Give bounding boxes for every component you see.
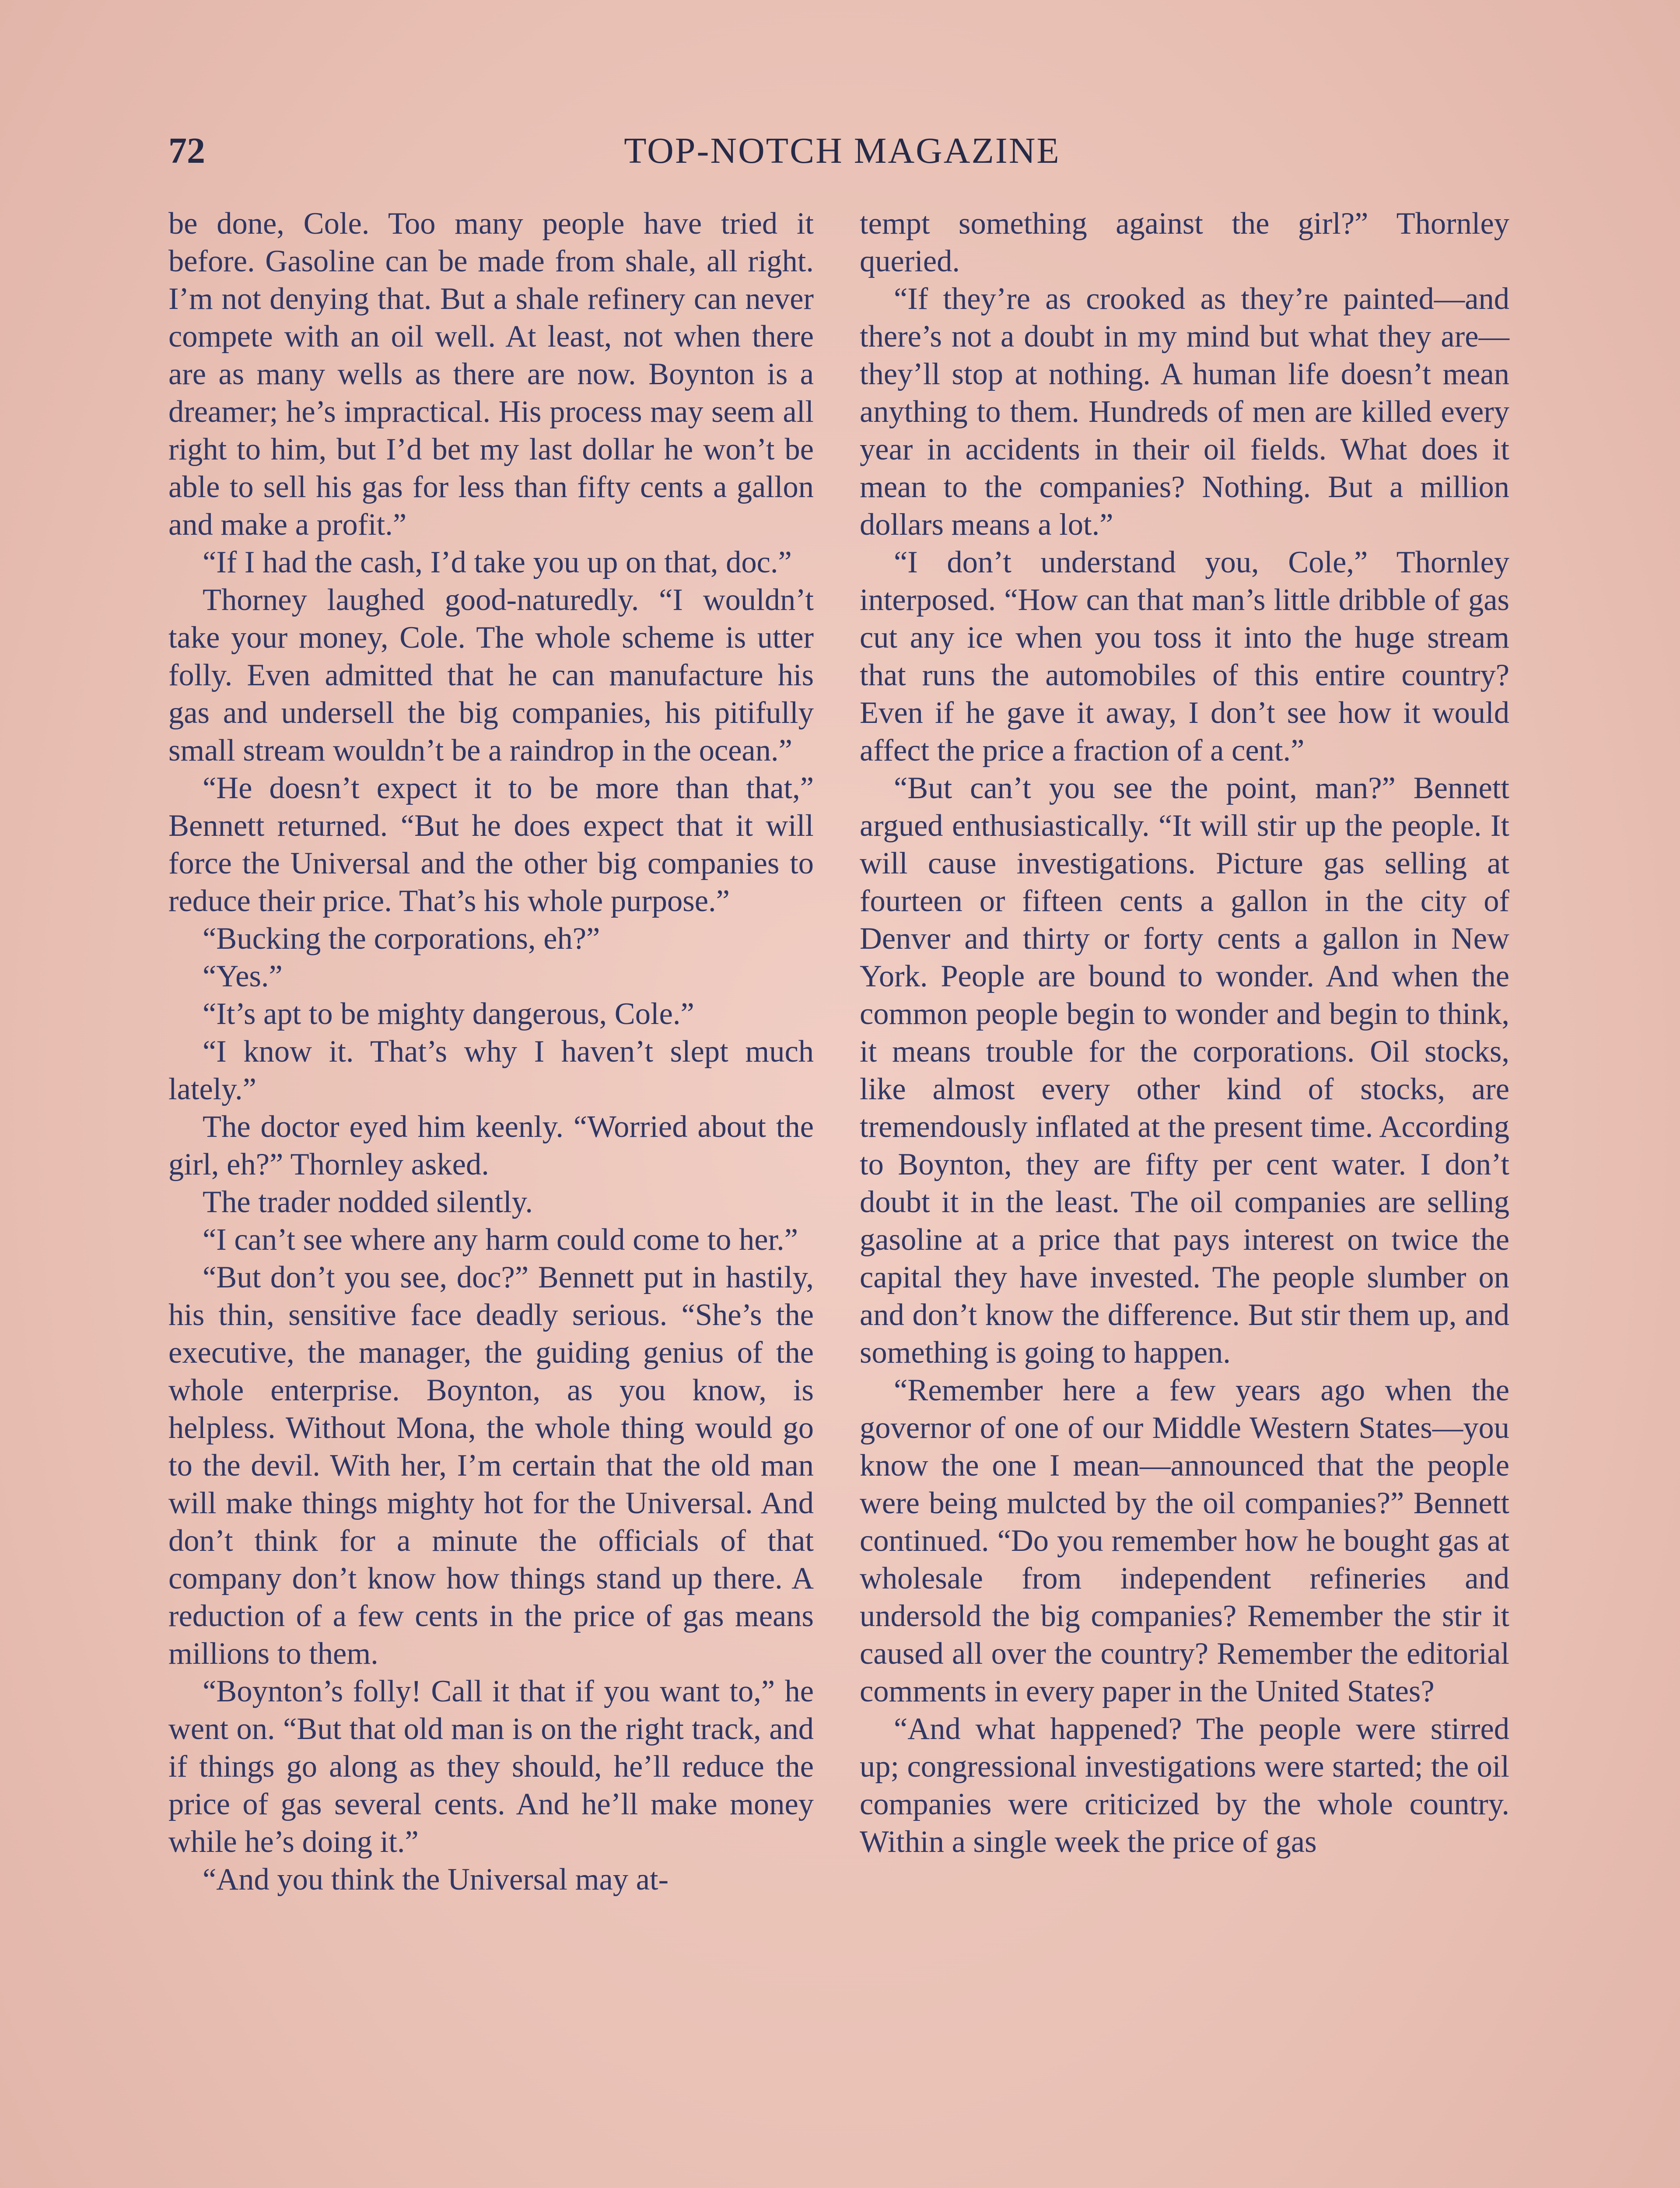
paragraph: “I know it. That’s why I haven’t slept much lately.” [168, 1034, 814, 1106]
paragraph: “Boynton’s folly! Call it that if you want to,” he went on. “But that old man is on the right track, and if things go along as they should, he’ll reduce the price of gas several cents. And he’ll make money while he’s doing it.” [168, 1674, 814, 1859]
paragraph: The trader nodded silently. [203, 1185, 533, 1219]
paragraph: “Remember here a few years ago when the governor of one of our Middle Western States—you know the one I mean—announced that the people were being mulcted by the oil companies?” Bennett continued. “Do you remember how he bought gas at wholesale from independent refineries and undersold the big companies? Remember the stir it caused all over the country? Remember the editorial comments in every paper in the United States? [860, 1373, 1509, 1708]
paragraph: “If they’re as crooked as they’re painted—and there’s not a doubt in my mind but what they are—they’ll stop at nothing. A human life doesn’t mean anything to them. Hundreds of men are killed every year in accidents in their oil fields. What does it mean to the companies? Nothing. But a million dollars means a lot.” [860, 282, 1509, 542]
paragraph: be done, Cole. Too many people have tried it before. Gasoline can be made from shale, all right. I’m not denying that. But a shale refinery can never compete with an oil well. At least, not when there are as many wells as there are now. Boynton is a dreamer; he’s impractical. His process may seem all right to him, but I’d bet my last dollar he won’t be able to sell his gas for less than fifty cents a gallon and make a profit.” [168, 207, 814, 542]
paragraph: “But can’t you see the point, man?” Bennett argued enthusiastically. “It will stir up the people. It will cause investigations. Picture gas selling at fourteen or fifteen cents a gallon in the city of Denver and thirty or forty cents a gallon in New York. People are bound to wonder. And when the common people begin to wonder and begin to think, it means trouble for the corporations. Oil stocks, like almost every other kind of stocks, are tremendously inflated at the present time. According to Boynton, they are fifty per cent water. I don’t doubt it in the least. The oil companies are selling gasoline at a price that pays interest on twice the capital they have invested. The people slumber on and don’t know the difference. But stir them up, and something is going to happen. [860, 771, 1509, 1370]
paragraph: The doctor eyed him keenly. “Worried about the girl, eh?” Thornley asked. [168, 1110, 814, 1182]
paragraph: Thorney laughed good-naturedly. “I wouldn’t take your money, Cole. The whole scheme is utter folly. Even admitted that he can manufacture his gas and undersell the big companies, his pitifully small stream wouldn’t be a raindrop in the ocean.” [168, 583, 814, 768]
paragraph: “I can’t see where any harm could come to her.” [203, 1223, 798, 1257]
paragraph: “Bucking the corporations, eh?” [203, 922, 600, 956]
paragraph: “And you think the Universal may at- [203, 1862, 669, 1897]
page-header [168, 125, 1516, 177]
paragraph: “I don’t understand you, Cole,” Thornley interposed. “How can that man’s little dribble of gas cut any ice when you toss it into the huge stream that runs the automobiles of this entire country? Even if he gave it away, I don’t see how it would affect the price a fraction of a cent.” [860, 545, 1509, 768]
paragraph: “And what happened? The people were stirred up; congressional investigations were started; the oil companies were criticized by the whole country. Within a single week the price of gas [860, 1712, 1509, 1859]
page-number: 72 [168, 130, 205, 171]
paragraph: “Yes.” [203, 959, 283, 993]
paragraph: “But don’t you see, doc?” Bennett put in hastily, his thin, sensitive face deadly serious. “She’s the executive, the manager, the guiding genius of the whole enterprise. Boynton, as you know, is helpless. Without Mona, the whole thing would go to the devil. With her, I’m certain that the old man will make things mighty hot for the Universal. And don’t think for a minute the officials of that company don’t know how things stand up there. A reduction of a few cents in the price of gas means millions to them. [168, 1260, 814, 1671]
left-column [168, 205, 814, 1898]
paragraph: “If I had the cash, I’d take you up on that, doc.” [203, 545, 792, 579]
paragraph: “He doesn’t expect it to be more than that,” Bennett returned. “But he does expect that it will force the Universal and the other big companies to reduce their price. That’s his whole purpose.” [168, 771, 814, 918]
paragraph: tempt something against the girl?” Thornley queried. [860, 207, 1509, 278]
right-column [860, 205, 1509, 1861]
paragraph: “It’s apt to be mighty dangerous, Cole.” [203, 997, 694, 1031]
running-head: TOP-NOTCH MAGAZINE [624, 130, 1060, 171]
